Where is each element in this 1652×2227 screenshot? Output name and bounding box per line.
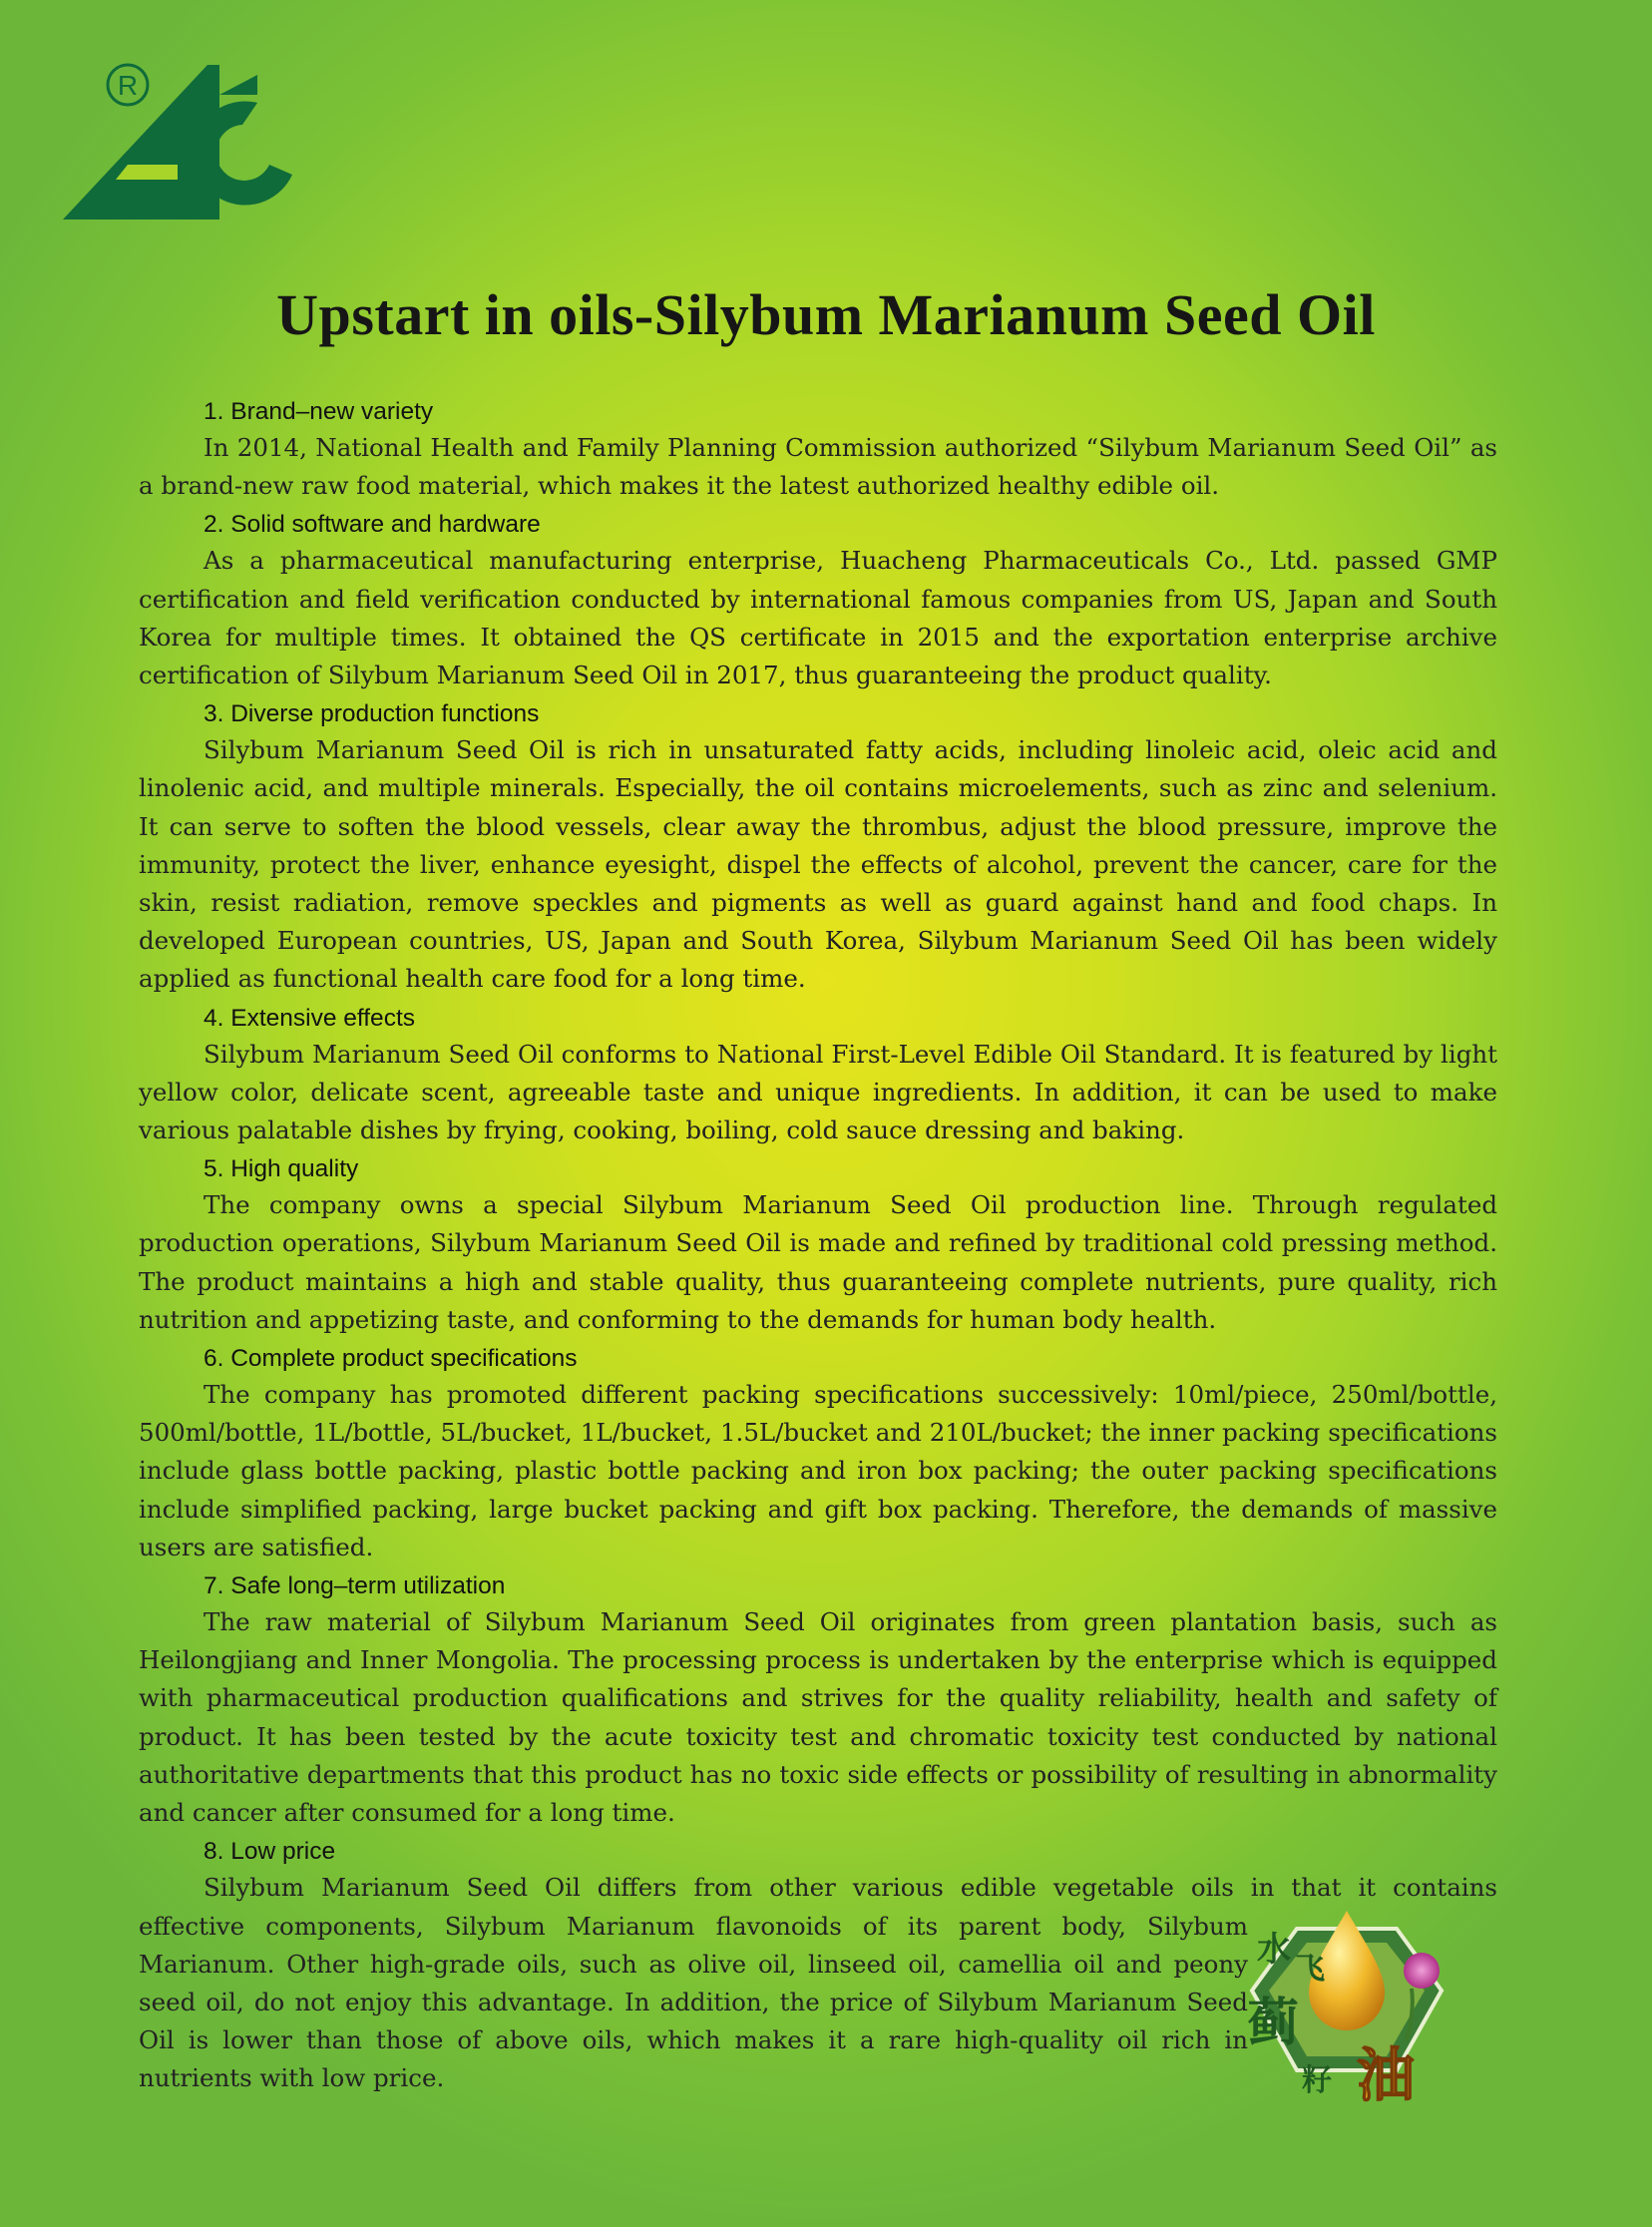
section-diverse-production-functions: [139, 696, 1497, 998]
section-heading: 8. Low price: [204, 1838, 336, 1866]
section-solid-software-hardware: [139, 507, 1497, 694]
section-heading: 7. Safe long–term utilization: [204, 1572, 506, 1600]
section-heading: 1. Brand–new variety: [204, 398, 434, 425]
section-heading: 6. Complete product specifications: [204, 1345, 578, 1373]
section-paragraph: Silybum Marianum Seed Oil conforms to National First-Level Edible Oil Standard. It is featured by light yellow color, delicate scent, agreeable taste and unique ingredients. In addition, it can be used to make various palatable dishes by frying, cooking, boiling, cold sauce dressing and baking.: [139, 1039, 1497, 1145]
section-paragraph: The company owns a special Silybum Marianum Seed Oil production line. Through regulated production operations, Silybum Marianum Seed Oil is made and refined by traditional cold pressing method. The product maintains a high and stable quality, thus guaranteeing complete nutrients, pure quality, rich nutrition and appetizing taste, and conforming to the demands for human body health.: [139, 1190, 1497, 1334]
badge-char: 油: [1357, 2041, 1416, 2105]
registered-mark: R: [117, 70, 139, 101]
section-heading: 5. High quality: [204, 1155, 359, 1183]
section-safe-long-term-utilization: [139, 1568, 1497, 1832]
section-product-specifications: [139, 1341, 1497, 1566]
oil-drop-thistle-badge-icon: [1227, 1901, 1466, 2105]
section-paragraph: effective components, Silybum Marianum flavonoids of its parent body, Silybum Marianum. Other high-grade oils, such as olive oil, linseed oil, camellia oil and peony seed oil, do not enjoy this advantage. In addition, the price of Silybum Marianum Seed Oil is lower than those of above oils, which makes it a rare high-quality oil rich in nutrients with low price.: [139, 1911, 1248, 2093]
product-badge: [1227, 1901, 1466, 2105]
section-paragraph: Silybum Marianum Seed Oil is rich in unsaturated fatty acids, including linoleic acid, oleic acid and linolenic acid, and multiple minerals. Especially, the oil contains microelements, such as zinc and selenium. It can serve to soften the blood vessels, clear away the thrombus, adjust the blood pressure, improve the immunity, protect the liver, enhance eyesight, dispel the effects of alcohol, prevent the cancer, care for the skin, resist radiation, remove speckles and pigments as well as guard against hand and food chaps. In developed European countries, US, Japan and South Korea, Silybum Marianum Seed Oil has been widely applied as functional health care food for a long time.: [139, 735, 1497, 994]
badge-char: 飞: [1295, 1952, 1325, 1987]
badge-char: 籽: [1302, 2063, 1332, 2098]
section-extensive-effects: [139, 1001, 1497, 1150]
page-title: Upstart in oils-Silybum Marianum Seed Oil: [276, 282, 1376, 347]
company-logo: [58, 55, 317, 234]
section-paragraph: The raw material of Silybum Marianum Seed Oil originates from green plantation basis, such as Heilongjiang and Inner Mongolia. The processing process is undertaken by the enterprise which is equipped with pharmaceutical production qualifications and strives for the quality reliability, health and safety of product. It has been tested by the acute toxicity test and chromatic toxicity test conducted by national authoritative departments that this product has no toxic side effects or possibility of resulting in abnormality and cancer after consumed for a long time.: [139, 1607, 1497, 1828]
badge-char: 蓟: [1247, 1994, 1300, 2053]
hc-company-logo-icon: [58, 55, 317, 234]
section-paragraph: In 2014, National Health and Family Planning Commission authorized “Silybum Marianum Seed Oil” as a brand-new raw food material, which makes it the latest authorized healthy edible oil.: [139, 433, 1497, 501]
section-high-quality: [139, 1151, 1497, 1339]
section-paragraph: As a pharmaceutical manufacturing enterprise, Huacheng Pharmaceuticals Co., Ltd. passed GMP certification and field verification conducted by international famous companies from US, Japan and South Korea for multiple times. It obtained the QS certificate in 2015 and the exportation enterprise archive certification of Silybum Marianum Seed Oil in 2017, thus guaranteeing the product quality.: [139, 546, 1497, 690]
section-heading: 3. Diverse production functions: [204, 700, 540, 728]
section-heading: 2. Solid software and hardware: [204, 511, 541, 539]
badge-char: 水: [1257, 1930, 1291, 1970]
article-body: [139, 394, 1497, 2100]
section-brand-new-variety: [139, 394, 1497, 505]
section-paragraph-first-line: Silybum Marianum Seed Oil differs from other various edible vegetable oils in that it contains: [204, 1873, 1497, 1903]
section-heading: 4. Extensive effects: [204, 1004, 415, 1032]
section-paragraph: The company has promoted different packing specifications successively: 10ml/piece, 250ml/bottle, 500ml/bottle, 1L/bottle, 5L/bucket, 1L/bucket, 1.5L/bucket and 210L/bucket; the inner packing specifications include glass bottle packing, plastic bottle packing and iron box packing; the outer packing specifications include simplified packing, large bucket packing and gift box packing. Therefore, the demands of massive users are satisfied.: [139, 1380, 1497, 1561]
